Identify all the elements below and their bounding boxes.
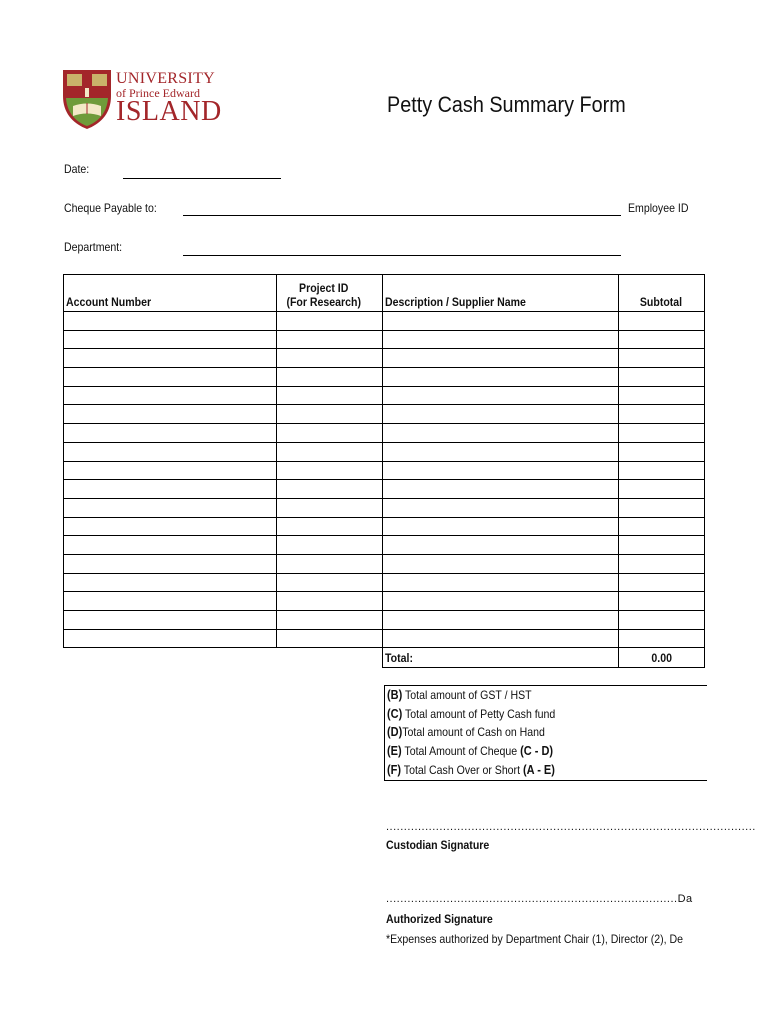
description-header: Description / Supplier Name	[383, 275, 618, 312]
table-row[interactable]	[64, 330, 705, 349]
table-row[interactable]	[64, 424, 705, 443]
authorized-signature-label: Authorized Signature	[386, 912, 493, 926]
project-id-header: Project ID (For Research)	[276, 275, 383, 312]
cheque-payable-field[interactable]	[183, 215, 621, 216]
cheque-payable-label: Cheque Payable to:	[64, 201, 157, 215]
total-row	[64, 648, 705, 668]
total-value: 0.00	[618, 648, 704, 668]
table-row[interactable]	[64, 442, 705, 461]
table-row[interactable]	[64, 349, 705, 368]
table-row[interactable]	[64, 498, 705, 517]
summary-line-e: (E) Total Amount of Cheque (C - D)	[387, 744, 554, 758]
table-row[interactable]	[64, 536, 705, 555]
summary-line-b: (B) Total amount of GST / HST	[387, 688, 532, 702]
department-field[interactable]	[183, 255, 621, 256]
subtotal-header: Subtotal	[618, 275, 704, 312]
total-label: Total:	[383, 648, 618, 668]
table-row[interactable]	[64, 611, 705, 630]
summary-line-c: (C) Total amount of Petty Cash fund	[387, 707, 556, 721]
table-row[interactable]	[64, 405, 705, 424]
university-logo	[62, 68, 222, 130]
table-row[interactable]	[64, 461, 705, 480]
logo-island-text: ISLAND	[116, 96, 222, 127]
expense-table	[63, 274, 705, 668]
custodian-signature-label: Custodian Signature	[386, 838, 490, 852]
custodian-signature-line[interactable]: ........................................................................................................	[386, 821, 756, 833]
table-row[interactable]	[64, 312, 705, 331]
summary-line-f: (F) Total Cash Over or Short (A - E)	[387, 763, 555, 777]
page-title: Petty Cash Summary Form	[387, 92, 626, 117]
account-number-header: Account Number	[64, 275, 277, 312]
table-row[interactable]	[64, 573, 705, 592]
table-row[interactable]	[64, 386, 705, 405]
table-row[interactable]	[64, 592, 705, 611]
table-row[interactable]	[64, 517, 705, 536]
shield-crest-icon	[62, 68, 112, 130]
date-label: Date:	[64, 162, 90, 176]
table-row[interactable]	[64, 554, 705, 573]
summary-box	[384, 685, 707, 781]
date-field[interactable]	[123, 178, 281, 179]
table-header-row	[64, 275, 705, 312]
table-row[interactable]	[64, 629, 705, 648]
employee-id-label: Employee ID	[628, 201, 689, 215]
table-row[interactable]	[64, 480, 705, 499]
summary-line-d: (D)Total amount of Cash on Hand	[387, 725, 545, 739]
department-label: Department:	[64, 240, 123, 254]
logo-of-text: of Prince Edward	[116, 86, 200, 100]
authorization-note: *Expenses authorized by Department Chair (1), Director (2), De	[386, 932, 683, 946]
logo-university-text: UNIVERSITY	[116, 70, 215, 87]
authorized-signature-line[interactable]: ..................................................................................Da	[386, 893, 693, 905]
table-row[interactable]	[64, 368, 705, 387]
